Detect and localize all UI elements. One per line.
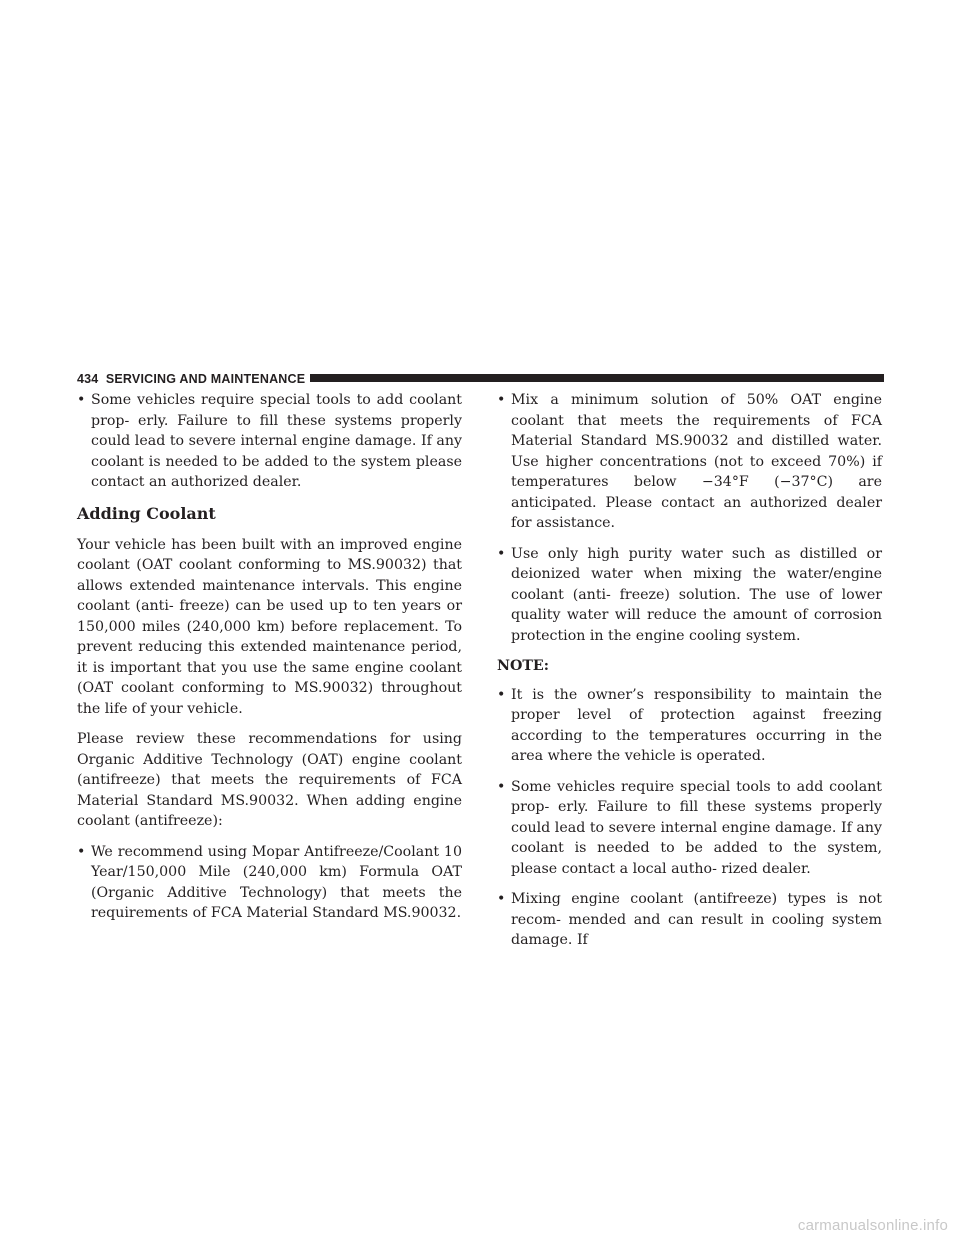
list-item-text: Some vehicles require special tools to add coolant prop- erly. Failure to fill these systems properly could lead to severe internal engine damage. If any coolant is needed to be added to the system, please contact a local autho- rized dealer. [511,778,882,877]
header-rule [310,374,884,382]
list-item-text: Mixing engine coolant (antifreeze) types is not recom- mended and can result in cooling system damage. If [511,891,882,948]
bullet-icon: • [77,392,86,408]
list-item [497,889,882,951]
list-item [77,390,462,493]
section-title: SERVICING AND MAINTENANCE [105,372,306,386]
list-item [497,777,882,880]
header-label [77,371,305,387]
list-item [77,842,462,924]
bullet-icon: • [77,843,86,860]
paragraph: Your vehicle has been built with an improved engine coolant (OAT coolant conforming to MS.90032) that allows extended maintenance intervals. This engine coolant (anti- freeze) can be used up to ten years or 150,000 miles (240,000 km) before replacement. To prevent reducing this extended maintenance period, it is important that you use the same engine coolant (OAT coolant conforming to MS.90032) throughout the life of your vehicle. [77,536,462,717]
bullet-icon: • [497,778,506,795]
section-heading: Adding Coolant [77,503,216,523]
bullet-icon: • [497,686,506,703]
list-item [497,685,882,767]
right-column [497,390,882,961]
note-label: NOTE: [497,658,549,674]
list-item [497,390,882,534]
paragraph: Please review these recommendations for using Organic Additive Technology (OAT) engine coolant (antifreeze) that meets the requirements of FCA Material Standard MS.90032. When adding engine coolant (antifreeze): [77,731,462,829]
list-item-text: Mix a minimum solution of 50% OAT engine coolant that meets the requirements of FCA Material Standard MS.90032 and distilled water. Use higher concentrations (not to exceed 70%) if temperatures below −34°F (−37°C) are anticipated. Please contact an authorized dealer for assistance. [511,392,882,531]
list-item-text: Some vehicles require special tools to add coolant prop- erly. Failure to fill these systems properly could lead to severe internal engine damage. If any coolant is needed to be added to the system please contact an authorized dealer. [91,392,462,490]
watermark: carmanualsonline.info [797,1217,948,1234]
list-item [497,544,882,647]
page-number: 434 [77,372,99,386]
bullet-icon: • [497,392,506,408]
page-header [77,371,884,387]
left-column [77,390,462,934]
list-item-text: Use only high purity water such as distilled or deionized water when mixing the water/engine coolant (anti- freeze) solution. The use of lower quality water will reduce the amount of corrosion protection in the engine cooling system. [511,545,882,644]
bullet-icon: • [497,891,506,907]
bullet-icon: • [497,545,506,562]
list-item-text: It is the owner’s responsibility to maintain the proper level of protection against freezing according to the temperatures occurring in the area where the vehicle is operated. [511,686,882,764]
list-item-text: We recommend using Mopar Antifreeze/Coolant 10 Year/150,000 Mile (240,000 km) Formula OAT (Organic Additive Technology) that meets the requirements of FCA Material Standard MS.90032. [91,843,462,921]
